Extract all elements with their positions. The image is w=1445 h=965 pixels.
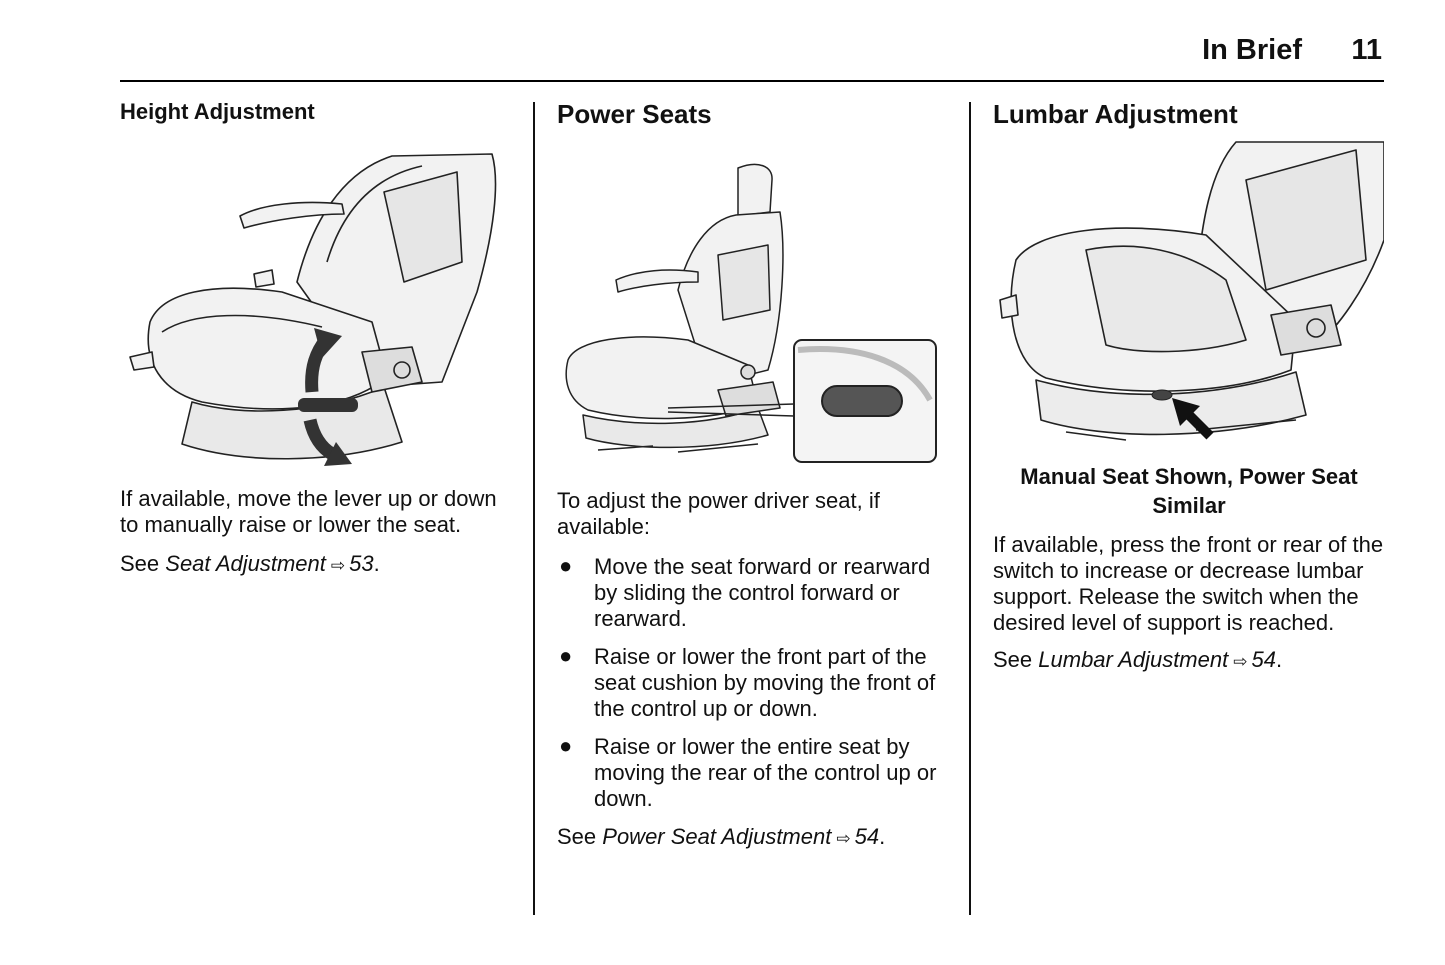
see-suffix: . <box>373 551 380 576</box>
image-caption: Manual Seat Shown, Power Seat Similar <box>1020 464 1358 518</box>
see-link[interactable]: Seat Adjustment <box>165 551 326 576</box>
see-prefix: See <box>120 551 166 576</box>
list-item <box>557 644 947 722</box>
lumbar-body: If available, press the front or rear of the switch to increase or decrease lumbar support. Release the switch when the desired level of support is reached. <box>993 532 1384 635</box>
lumbar-adjustment-section <box>993 98 1385 130</box>
list-item-text: Raise or lower the entire seat by moving the rear of the control up or down. <box>594 734 937 811</box>
power-seats-heading: Power Seats <box>557 99 712 129</box>
see-reference <box>120 551 505 579</box>
section-title: In Brief <box>1202 34 1302 66</box>
list-item <box>557 734 947 812</box>
see-prefix: See <box>993 647 1039 672</box>
power-seats-intro: To adjust the power driver seat, if available: <box>557 488 880 539</box>
list-item <box>557 554 947 632</box>
page-ref-arrow-icon: ⇨ <box>330 556 346 575</box>
power-seats-text <box>557 488 947 852</box>
see-suffix: . <box>879 824 886 849</box>
list-item-text: Raise or lower the front part of the seat cushion by moving the front of the control up or down. <box>594 644 936 721</box>
see-link[interactable]: Power Seat Adjustment <box>602 824 832 849</box>
height-adjustment-illustration <box>122 152 502 470</box>
column-divider <box>969 102 971 915</box>
height-adjustment-section <box>120 98 505 126</box>
height-adjustment-body: If available, move the lever up or down to manually raise or lower the seat. <box>120 486 497 537</box>
bullet-icon: ● <box>559 733 573 758</box>
page-ref-arrow-icon: ⇨ <box>836 829 851 848</box>
see-page[interactable]: 53 <box>349 551 374 576</box>
bullet-icon: ● <box>559 643 573 668</box>
see-prefix: See <box>557 824 603 849</box>
lumbar-adjustment-heading: Lumbar Adjustment <box>993 99 1238 129</box>
see-reference <box>557 824 947 852</box>
column-divider <box>533 102 535 915</box>
height-adjustment-heading: Height Adjustment <box>120 99 315 124</box>
power-seats-list <box>557 554 947 812</box>
see-link[interactable]: Lumbar Adjustment <box>1038 647 1229 672</box>
lumbar-text <box>993 462 1385 675</box>
page-ref-arrow-icon: ⇨ <box>1233 652 1248 671</box>
page-number: 11 <box>1351 34 1382 66</box>
list-item-text: Move the seat forward or rearward by sliding the control forward or rearward. <box>594 554 931 631</box>
see-page[interactable]: 54 <box>854 824 880 849</box>
lumbar-adjustment-illustration <box>996 140 1384 452</box>
see-suffix: . <box>1275 647 1283 672</box>
page-header <box>120 28 1384 82</box>
height-adjustment-text <box>120 486 505 579</box>
power-seats-section <box>557 98 947 130</box>
power-seat-illustration <box>558 160 943 470</box>
see-page[interactable]: 54 <box>1251 647 1276 672</box>
bullet-icon: ● <box>559 553 573 578</box>
see-reference <box>993 647 1385 675</box>
